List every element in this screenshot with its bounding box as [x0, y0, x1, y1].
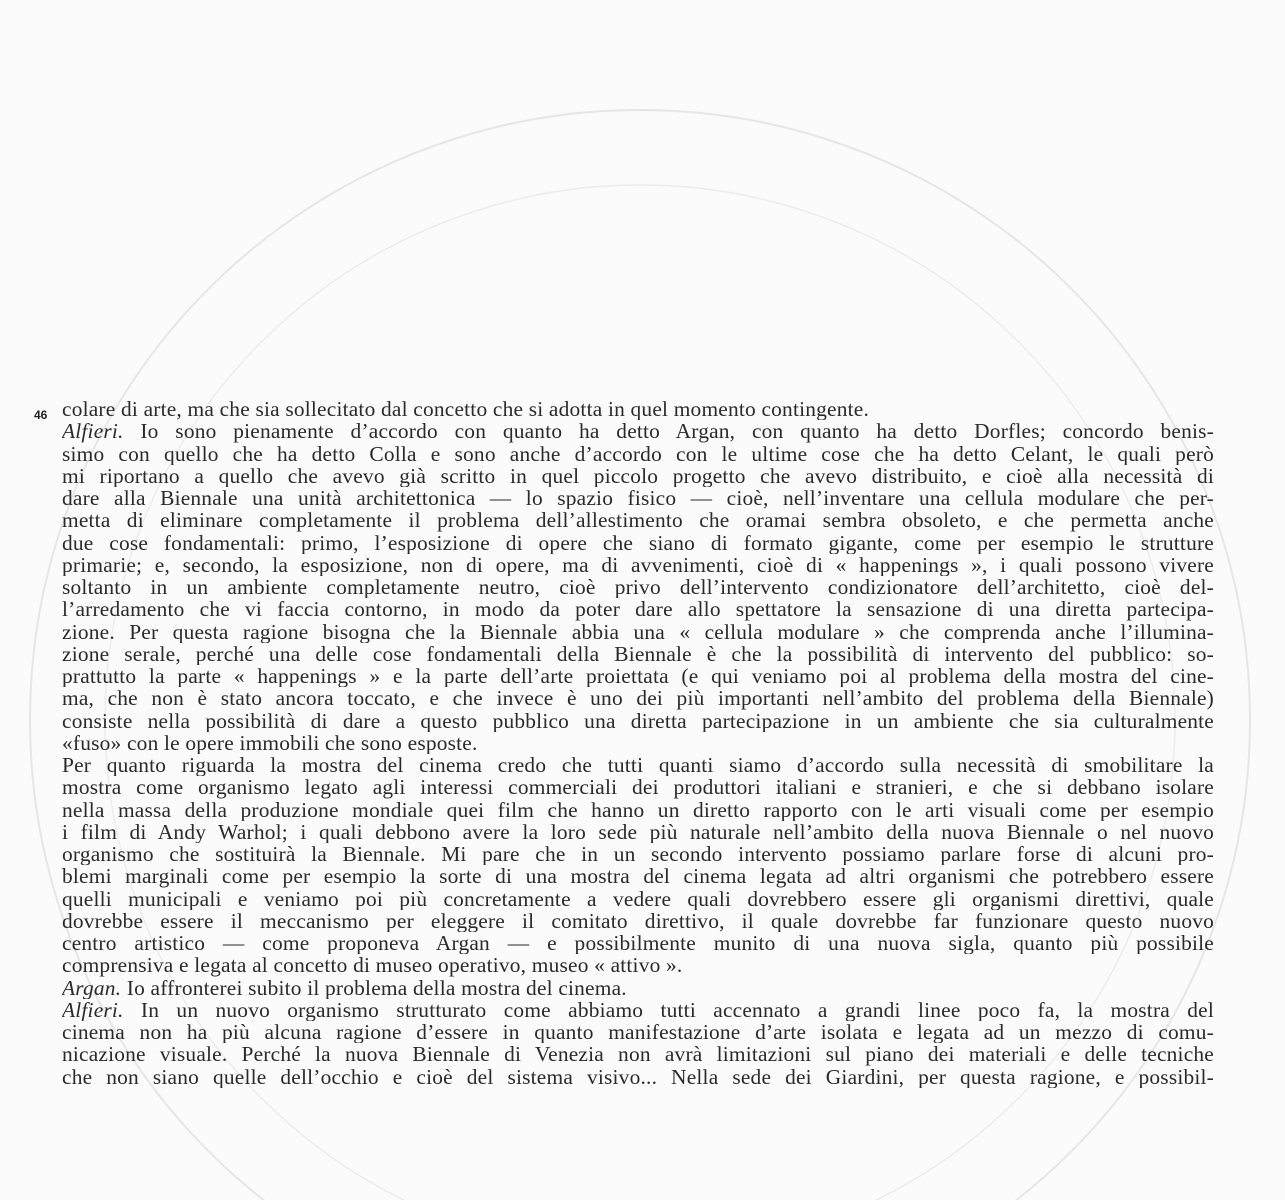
body-text [62, 398, 1214, 1088]
text-line: comprensiva e legata al concetto di museo operativo, museo « attivo ». [62, 954, 683, 977]
text-line: zione serale, perché una delle cose fondamentali della Biennale è che la possibilità di intervento del pubblico: so- [62, 642, 1214, 665]
text-line: i film di Andy Warhol; i quali debbono avere la loro sede più naturale nell’ambito della nuova Biennale o nel nuovo [62, 820, 1214, 843]
paragraph [62, 420, 1214, 754]
paragraph [62, 754, 1214, 977]
speaker-name: Argan. [62, 976, 122, 999]
line-text: Io affronterei subito il problema della mostra del cinema. [121, 976, 627, 999]
text-line: simo con quello che ha detto Colla e sono anche d’accordo con le ultime cose che ha detto Celant, le quali però [62, 442, 1214, 465]
line-text: In un nuovo organismo strutturato come abbiamo tutti accennato a grandi linee poco fa, la mostra del [123, 998, 1214, 1021]
text-line [62, 977, 1214, 999]
text-line: ma, che non è stato ancora toccato, e che invece è uno dei più importanti nell’ambito del problema della Biennale) [62, 687, 1214, 710]
text-line: mi riportano a quello che avevo già scritto in quel piccolo progetto che avevo distribuito, e cioè alla necessità di [62, 464, 1214, 487]
text-line: quelli municipali e veniamo poi più concretamente a vedere quali dovrebbero essere gli organismi direttivi, quale [62, 887, 1214, 910]
text-line: colare di arte, ma che sia sollecitato dal concetto che si adotta in quel momento contingente. [62, 398, 869, 421]
text-line: zione. Per questa ragione bisogna che la Biennale abbia una « cellula modulare » che comprenda anche l’illumina- [62, 620, 1214, 643]
text-line: mostra come organismo legato agli interessi commerciali dei produttori italiani e stranieri, e che si debbano isolare [62, 776, 1214, 799]
text-line: l’arredamento che vi faccia contorno, in modo da poter dare allo spettatore la sensazione di una diretta partecipa- [62, 598, 1214, 621]
text-line [62, 420, 1214, 442]
text-line: «fuso» con le opere immobili che sono esposte. [62, 731, 478, 754]
paragraph [62, 977, 1214, 999]
speaker-name: Alfieri. [62, 420, 124, 443]
speaker-name: Alfieri. [62, 998, 124, 1021]
text-line: metta di eliminare completamente il problema dell’allestimento che oramai sembra obsoleto, e che permetta anche [62, 509, 1214, 532]
text-line: dare alla Biennale una unità architettonica — lo spazio fisico — cioè, nell’inventare una cellula modulare che per- [62, 487, 1214, 510]
text-line: nella massa della produzione mondiale quei film che hanno un diretto rapporto con le arti visuali come per esempio [62, 798, 1214, 821]
text-line: due cose fondamentali: primo, l’esposizione di opere che siano di formato gigante, come per esempio le strutture [62, 531, 1214, 554]
line-text: Io sono pienamente d’accordo con quanto ha detto Argan, con quanto ha detto Dorfles; concordo benis- [123, 420, 1214, 443]
text-line: consiste nella possibilità di dare a questo pubblico una diretta partecipazione in un ambiente che sia culturalmente [62, 709, 1214, 732]
text-line: nicazione visuale. Perché la nuova Biennale di Venezia non avrà limitazioni sul piano dei materiali e delle tecniche [62, 1043, 1214, 1066]
text-line [62, 999, 1214, 1021]
text-line: Per quanto riguarda la mostra del cinema credo che tutti quanti siamo d’accordo sulla necessità di smobilitare la [62, 754, 1214, 777]
text-line: primarie; e, secondo, la esposizione, non di opere, ma di avvenimenti, cioè di « happenings », i quali possono vivere [62, 553, 1214, 576]
paragraph [62, 999, 1214, 1088]
text-line: dovrebbe essere il meccanismo per eleggere il comitato direttivo, il quale dovrebbe far funzionare questo nuovo [62, 909, 1214, 932]
text-line: soltanto in un ambiente completamente neutro, cioè privo dell’intervento condizionatore dell’architetto, cioè del- [62, 576, 1214, 599]
paragraph [62, 398, 1214, 420]
text-line: centro artistico — come proponeva Argan — e possibilmente munito di una nuova sigla, quanto più possibile [62, 932, 1214, 955]
text-line: che non siano quelle dell’occhio e cioè del sistema visivo... Nella sede dei Giardini, per questa ragione, e possibil- [62, 1065, 1214, 1088]
text-line: cinema non ha più alcuna ragione d’essere in quanto manifestazione d’arte isolata e legata ad un mezzo di comu- [62, 1021, 1214, 1044]
text-line: prattutto la parte « happenings » e la parte dell’arte proiettata (e qui veniamo poi al problema della mostra del cine- [62, 665, 1214, 688]
text-line: blemi marginali come per esempio la sorte di una mostra del cinema legata ad altri organismi che potrebbero essere [62, 865, 1214, 888]
text-line: organismo che sostituirà la Biennale. Mi pare che in un secondo intervento possiamo parlare forse di alcuni pro- [62, 843, 1214, 866]
page-number: 46 [34, 408, 48, 422]
